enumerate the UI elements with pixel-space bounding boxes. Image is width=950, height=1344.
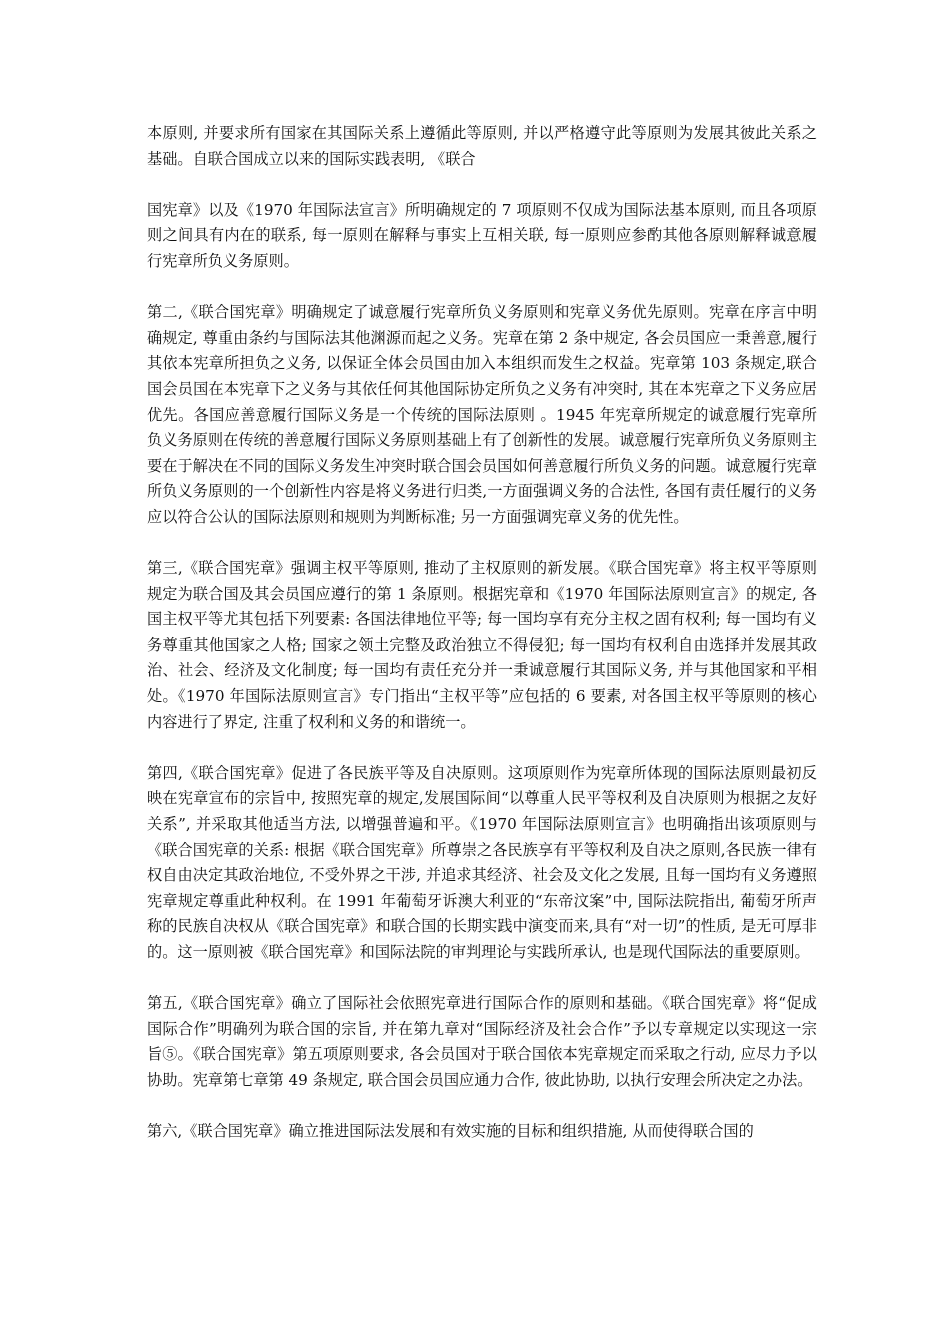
paragraph-1: 本原则, 并要求所有国家在其国际关系上遵循此等原则, 并以严格遵守此等原则为发展其彼此关系之基础。自联合国成立以来的国际实践表明, 《联合 [147, 124, 817, 168]
paragraph-2: 国宪章》以及《1970 年国际法宣言》所明确规定的 7 项原则不仅成为国际法基本原则, 而且各项原则之间具有内在的联系, 每一原则在解释与事实上互相关联, 每一原则应参酌其他各原则解释诚意履行宪章所负义务原则。 [147, 200, 817, 270]
paragraph-7: 第六,《联合国宪章》确立推进国际法发展和有效实施的目标和组织措施, 从而使得联合国的 [147, 1122, 754, 1141]
paragraph-3: 第二,《联合国宪章》明确规定了诚意履行宪章所负义务原则和宪章义务优先原则。宪章在序言中明确规定, 尊重由条约与国际法其他渊源而起之义务。宪章在第 2 条中规定, 各会员国应一秉善意,履行其依本宪章所担负之义务, 以保证全体会员国由加入本组织而发生之权益。宪章第 103 条规定,联合国会员国在本宪章下之义务与其依任何其他国际协定所负之义务有冲突时, 其在本宪章之下义务应居优先。各国应善意履行国际义务是一个传统的国际法原则 。1945 年宪章所规定的诚意履行宪章所负义务原则在传统的善意履行国际义务原则基础上有了创新性的发展。诚意履行宪章所负义务原则主要在于解决在不同的国际义务发生冲突时联合国会员国如何善意履行所负义务的问题。诚意履行宪章所负义务原则的一个创新性内容是将义务进行归类,一方面强调义务的合法性, 各国有责任履行的义务应以符合公认的国际法原则和规则为判断标准; 另一方面强调宪章义务的优先性。 [147, 303, 817, 526]
paragraph-4: 第三,《联合国宪章》强调主权平等原则, 推动了主权原则的新发展。《联合国宪章》将主权平等原则规定为联合国及其会员国应遵行的第 1 条原则。根据宪章和《1970 年国际法原则宣言》的规定, 各国主权平等尤其包括下列要素: 各国法律地位平等; 每一国均享有充分主权之固有权利; 每一国均有义务尊重其他国家之人格; 国家之领土完整及政治独立不得侵犯; 每一国均有权利自由选择并发展其政治、社会、经济及文化制度; 每一国均有责任充分并一秉诚意履行其国际义务, 并与其他国家和平相处。《1970 年国际法原则宣言》专门指出“主权平等”应包括的 6 要素, 对各国主权平等原则的核心内容进行了界定, 注重了权利和义务的和谐统一。 [147, 559, 817, 731]
document-page [147, 121, 817, 1145]
paragraph-5: 第四,《联合国宪章》促进了各民族平等及自决原则。这项原则作为宪章所体现的国际法原则最初反映在宪章宣布的宗旨中, 按照宪章的规定,发展国际间“以尊重人民平等权利及自决原则为根据之友好关系”, 并采取其他适当方法, 以增强普遍和平。《1970 年国际法原则宣言》也明确指出该项原则与《联合国宪章的关系: 根据《联合国宪章》所尊崇之各民族享有平等权利及自决之原则,各民族一律有权自由决定其政治地位, 不受外界之干涉, 并追求其经济、社会及文化之发展, 且每一国均有义务遵照宪章规定尊重此种权利。在 1991 年葡萄牙诉澳大利亚的“东帝汶案”中, 国际法院指出, 葡萄牙所声称的民族自决权从《联合国宪章》和联合国的长期实践中演变而来,具有“对一切”的性质, 是无可厚非的。这一原则被《联合国宪章》和国际法院的审判理论与实践所承认, 也是现代国际法的重要原则。 [147, 763, 817, 961]
paragraph-6: 第五,《联合国宪章》确立了国际社会依照宪章进行国际合作的原则和基础。《联合国宪章》将“促成国际合作”明确列为联合国的宗旨, 并在第九章对“国际经济及社会合作”予以专章规定以实现这一宗旨⑤。《联合国宪章》第五项原则要求, 各会员国对于联合国依本宪章规定而采取之行动, 应尽力予以协助。宪章第七章第 49 条规定, 联合国会员国应通力合作, 彼此协助, 以执行安理会所决定之办法。 [147, 994, 817, 1089]
